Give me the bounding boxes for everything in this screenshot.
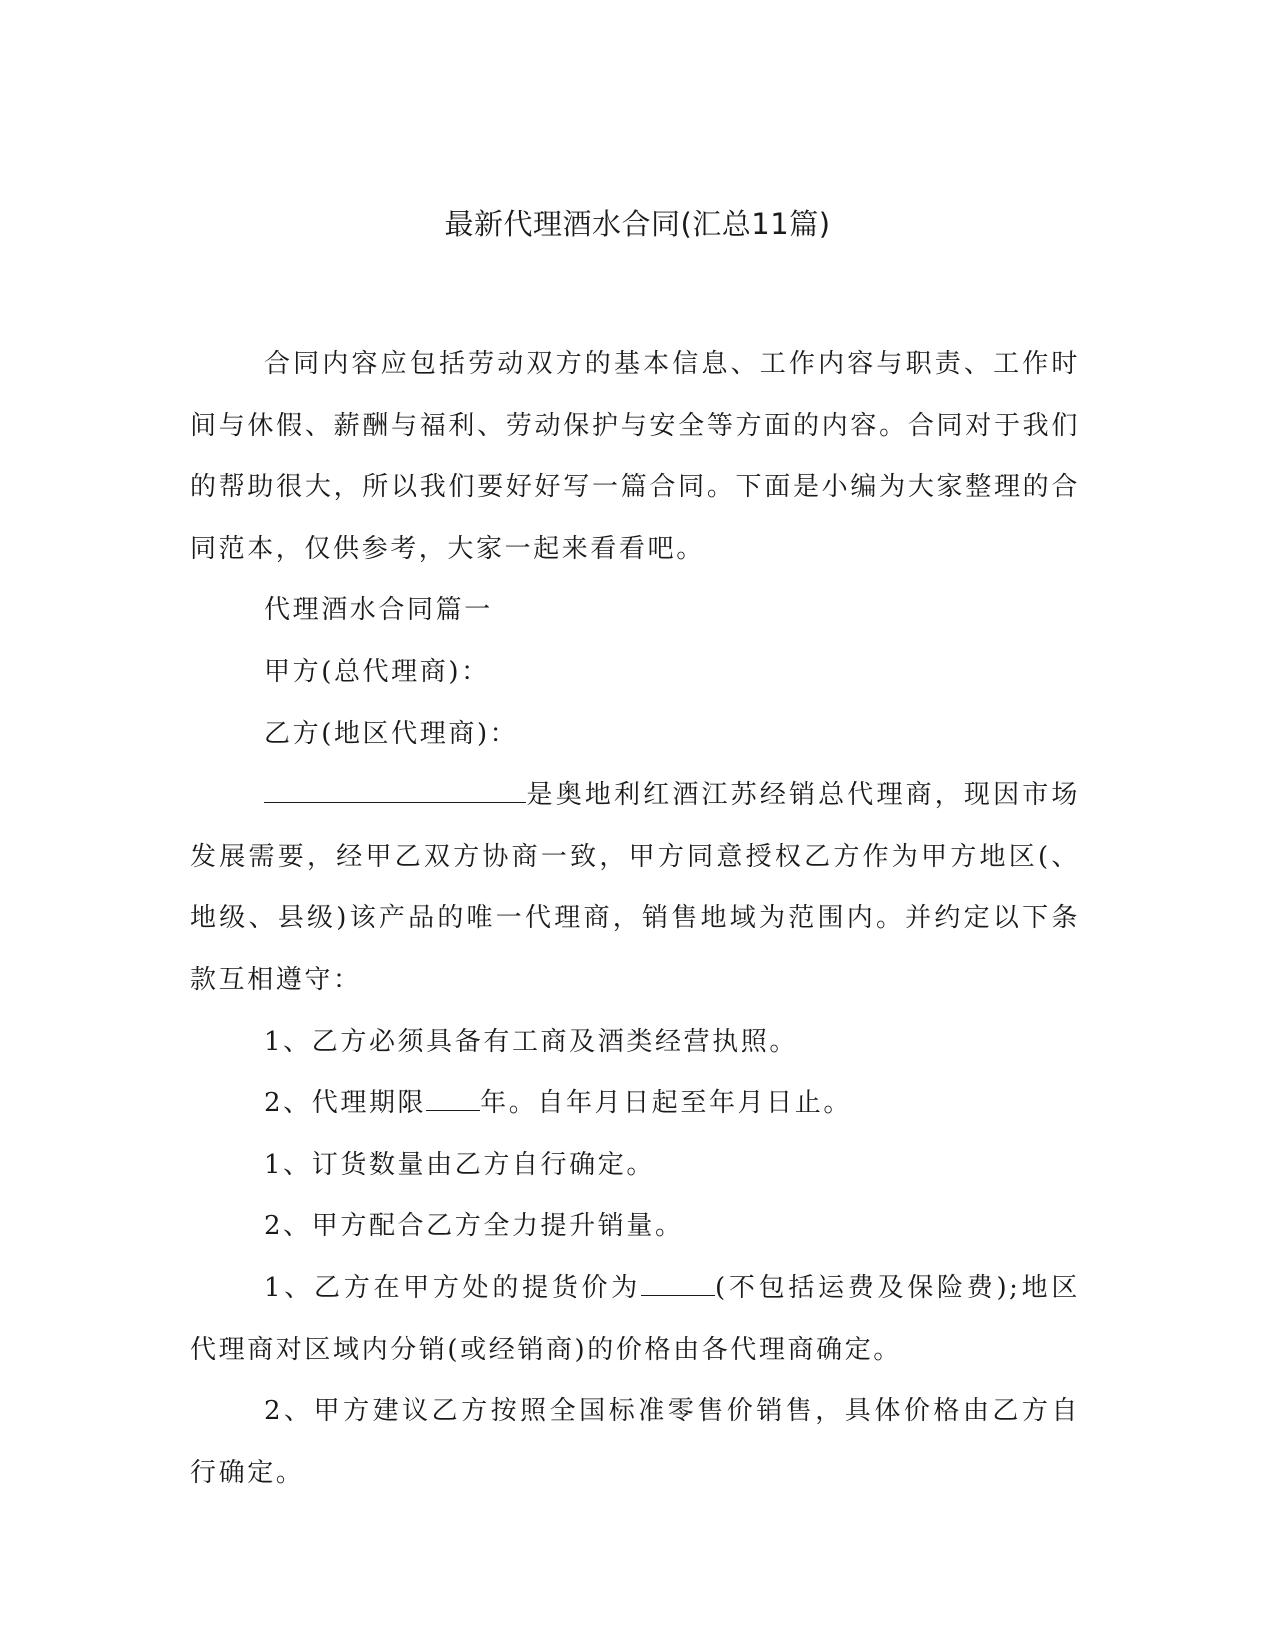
recital-text: 是奥地利红酒江苏经销总代理商，现因市场发展需要，经甲乙双方协商一致，甲方同意授权乙方作为甲方地区(、地级、县级)该产品的唯一代理商，销售地域为范围内。并约定以下条款互相遵守： (190, 780, 1080, 995)
fill-in-blank (426, 1085, 480, 1111)
clause-term (190, 1073, 1080, 1135)
clause-order-quantity: 1、订货数量由乙方自行确定。 (264, 1149, 655, 1180)
clause-price-text-before: 1、乙方在甲方处的提货价为 (264, 1272, 642, 1303)
clause-retail-price: 2、甲方建议乙方按照全国标准零售价销售，具体价格由乙方自行确定。 (190, 1396, 1080, 1488)
document-body (190, 334, 1080, 1504)
document-title: 最新代理酒水合同(汇总11篇) (444, 207, 831, 241)
clause-price (190, 1258, 1080, 1381)
fill-in-blank (264, 777, 526, 803)
clause-price-text-after: (不包括运费及保险费);地区代理商对区域内分销(或经销商)的价格由各代理商确定。 (190, 1272, 1081, 1365)
section-heading: 代理酒水合同篇一 (264, 595, 493, 626)
clause-sales-support: 2、甲方配合乙方全力提升销量。 (264, 1211, 684, 1242)
intro-paragraph: 合同内容应包括劳动双方的基本信息、工作内容与职责、工作时间与休假、薪酬与福利、劳动保护与安全等方面的内容。合同对于我们的帮助很大，所以我们要好好写一篇合同。下面是小编为大家整理的合同范本，仅供参考，大家一起来看看吧。 (190, 349, 1080, 564)
party-a-line: 甲方(总代理商)： (264, 656, 490, 687)
party-b-line: 乙方(地区代理商)： (264, 718, 519, 749)
fill-in-blank (641, 1270, 715, 1296)
recital-paragraph (190, 765, 1080, 1011)
clause-term-text-after: 年。自年月日起至年月日止。 (480, 1088, 852, 1119)
clause-term-text-before: 2、代理期限 (264, 1088, 427, 1119)
clause-license: 1、乙方必须具备有工商及酒类经营执照。 (264, 1026, 798, 1057)
